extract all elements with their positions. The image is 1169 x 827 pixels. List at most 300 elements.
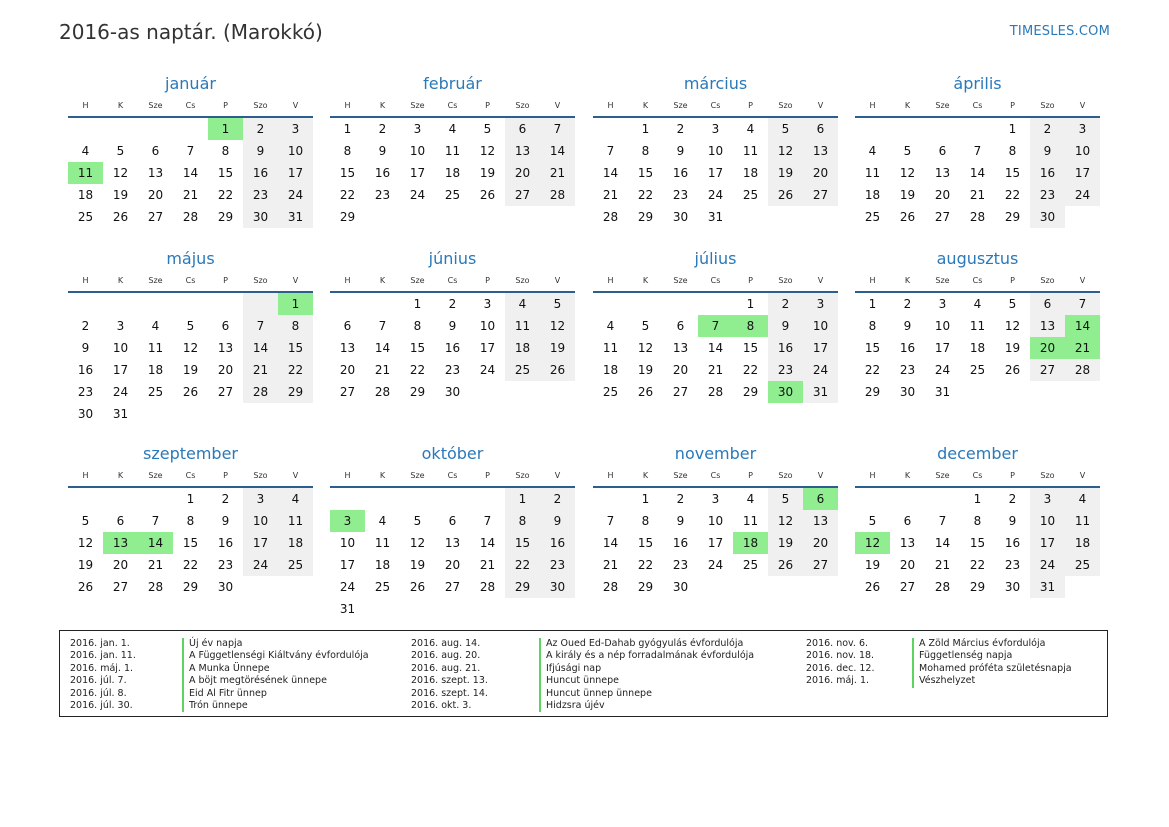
month-name: szeptember [142, 444, 238, 463]
weekday-label: Sze [148, 471, 163, 480]
calendar-day: 9 [903, 319, 912, 333]
calendar-day: 28 [479, 580, 496, 594]
calendar-day: 16 [444, 341, 461, 355]
calendar-day: 12 [409, 536, 426, 550]
calendar-day: 4 [81, 144, 90, 158]
calendar-day: 13 [217, 341, 234, 355]
calendar-day: 7 [606, 144, 615, 158]
calendar-day: 14 [602, 166, 619, 180]
calendar-day: 19 [77, 558, 94, 572]
calendar-day: 3 [938, 297, 947, 311]
calendar-day: 8 [641, 144, 650, 158]
calendar-day: 27 [812, 558, 829, 572]
legend-holiday-name: A király és a nép forradalmának évfordulója [539, 650, 754, 662]
weekday-label: Sze [410, 101, 425, 110]
calendar-day: 25 [602, 385, 619, 399]
weekday-label: Cs [972, 276, 983, 285]
calendar-day: 24 [1039, 558, 1056, 572]
calendar-day: 14 [374, 341, 391, 355]
legend-holiday-name: Hidzsra újév [539, 700, 754, 712]
calendar-day: 26 [864, 580, 881, 594]
calendar-day: 11 [1074, 514, 1091, 528]
calendar-day: 21 [147, 558, 164, 572]
calendar-day: 14 [252, 341, 269, 355]
weekday-label: V [817, 276, 824, 285]
calendar-day: 6 [676, 319, 685, 333]
calendar-day: 28 [602, 210, 619, 224]
weekday-label: Szo [515, 471, 530, 480]
legend-date: 2016. júl. 8. [70, 687, 127, 699]
calendar-day: 25 [1074, 558, 1091, 572]
weekday-label: Szo [778, 276, 793, 285]
calendar-day: 31 [1039, 580, 1056, 594]
calendar-day: 10 [812, 319, 829, 333]
calendar-day: 10 [707, 144, 724, 158]
legend-holiday-name: Huncut ünnepe [539, 675, 754, 687]
calendar-day: 4 [518, 297, 527, 311]
legend-date: 2016. máj. 1. [806, 675, 870, 687]
calendar-day: 13 [514, 144, 531, 158]
calendar-day: 6 [116, 514, 125, 528]
weekday-header [855, 276, 1100, 290]
weekday-label: P [1010, 101, 1015, 110]
calendar-day: 18 [287, 536, 304, 550]
legend-date: 2016. júl. 30. [70, 699, 133, 711]
calendar-day: 12 [479, 144, 496, 158]
calendar-day: 5 [1008, 297, 1017, 311]
weekday-label: H [607, 471, 614, 480]
day-grid [593, 488, 838, 620]
calendar-day: 17 [707, 536, 724, 550]
calendar-day: 18 [514, 341, 531, 355]
weekday-label: Sze [935, 276, 950, 285]
weekday-label: K [117, 276, 124, 285]
calendar-day: 3 [1043, 492, 1052, 506]
calendar-day: 7 [151, 514, 160, 528]
calendar-day: 21 [182, 188, 199, 202]
weekday-label: V [554, 101, 561, 110]
weekday-header [330, 471, 575, 485]
calendar-day: 22 [182, 558, 199, 572]
legend-holiday-name: Az Oued Ed-Dahab gyógyulás évfordulója [539, 638, 754, 650]
calendar-day: 2 [221, 492, 230, 506]
calendar-day: 8 [343, 144, 352, 158]
brand-link[interactable]: TIMESLES.COM [1009, 24, 1110, 39]
calendar-day: 29 [339, 210, 356, 224]
weekday-label: V [292, 471, 299, 480]
holiday-day: 8 [733, 315, 768, 337]
weekday-label: K [642, 471, 649, 480]
calendar-day: 24 [252, 558, 269, 572]
calendar-day: 7 [553, 122, 562, 136]
calendar-day: 26 [549, 363, 566, 377]
legend-holiday-name: Új év napja [182, 638, 369, 650]
calendar-day: 27 [444, 580, 461, 594]
weekday-label: Cs [185, 101, 196, 110]
calendar-day: 30 [1039, 210, 1056, 224]
calendar-day: 17 [934, 341, 951, 355]
day-grid [68, 293, 313, 425]
holiday-day: 18 [733, 532, 768, 554]
calendar-day: 25 [742, 188, 759, 202]
calendar-day: 22 [217, 188, 234, 202]
calendar-day: 9 [553, 514, 562, 528]
calendar-day: 11 [864, 166, 881, 180]
holiday-day: 14 [138, 532, 173, 554]
weekday-label: V [1079, 276, 1086, 285]
calendar-day: 17 [112, 363, 129, 377]
calendar-day: 2 [81, 319, 90, 333]
holiday-day: 21 [1065, 337, 1100, 359]
calendar-day: 4 [291, 492, 300, 506]
weekday-label: V [817, 101, 824, 110]
calendar-day: 16 [1039, 166, 1056, 180]
calendar-day: 26 [1004, 363, 1021, 377]
calendar-day: 19 [409, 558, 426, 572]
calendar-day: 12 [777, 514, 794, 528]
calendar-day: 1 [868, 297, 877, 311]
legend-holiday-name: Vészhelyzet [912, 675, 1072, 687]
legend-dates-column [70, 638, 136, 712]
calendar-day: 2 [781, 297, 790, 311]
calendar-day: 7 [973, 144, 982, 158]
calendar-day: 25 [969, 363, 986, 377]
calendar-day: 13 [812, 144, 829, 158]
weekday-label: V [554, 276, 561, 285]
calendar-day: 7 [186, 144, 195, 158]
calendar-day: 16 [77, 363, 94, 377]
weekday-label: K [642, 276, 649, 285]
weekday-label: K [904, 276, 911, 285]
calendar-day: 25 [287, 558, 304, 572]
calendar-day: 25 [444, 188, 461, 202]
calendar-day: 20 [444, 558, 461, 572]
calendar-day: 2 [1043, 122, 1052, 136]
legend-date: 2016. máj. 1. [70, 662, 134, 674]
weekday-label: P [1010, 276, 1015, 285]
day-grid [68, 118, 313, 250]
day-grid [330, 118, 575, 250]
calendar-day: 18 [864, 188, 881, 202]
weekday-label: K [379, 101, 386, 110]
weekday-label: K [117, 101, 124, 110]
calendar-day: 30 [77, 407, 94, 421]
calendar-day: 19 [777, 536, 794, 550]
calendar-day: 8 [641, 514, 650, 528]
calendar-day: 28 [549, 188, 566, 202]
calendar-day: 6 [221, 319, 230, 333]
calendar-day: 18 [374, 558, 391, 572]
calendar-day: 18 [147, 363, 164, 377]
calendar-day: 20 [812, 536, 829, 550]
holiday-day: 11 [68, 162, 103, 184]
calendar-day: 1 [413, 297, 422, 311]
calendar-day: 13 [899, 536, 916, 550]
calendar-day: 9 [1008, 514, 1017, 528]
weekday-label: K [642, 101, 649, 110]
calendar-day: 24 [934, 363, 951, 377]
calendar-day: 17 [1074, 166, 1091, 180]
calendar-day: 5 [781, 492, 790, 506]
weekday-label: P [223, 471, 228, 480]
holiday-day: 6 [803, 488, 838, 510]
calendar-day: 12 [77, 536, 94, 550]
calendar-day: 15 [287, 341, 304, 355]
calendar-day: 24 [707, 558, 724, 572]
calendar-day: 1 [343, 122, 352, 136]
weekday-label: Sze [673, 276, 688, 285]
weekday-label: Cs [185, 276, 196, 285]
calendar-day: 10 [1039, 514, 1056, 528]
calendar-day: 4 [606, 319, 615, 333]
calendar-day: 13 [934, 166, 951, 180]
calendar-day: 9 [256, 144, 265, 158]
legend-holiday-name: A böjt megtörésének ünnepe [182, 675, 369, 687]
weekday-label: Cs [710, 101, 721, 110]
weekday-label: P [748, 276, 753, 285]
calendar-day: 17 [707, 166, 724, 180]
calendar-day: 14 [479, 536, 496, 550]
weekday-label: Szo [515, 276, 530, 285]
calendar-day: 5 [553, 297, 562, 311]
weekday-header [593, 276, 838, 290]
calendar-day: 18 [742, 166, 759, 180]
calendar-day: 11 [742, 144, 759, 158]
calendar-day: 25 [742, 558, 759, 572]
calendar-day: 31 [934, 385, 951, 399]
calendar-day: 18 [77, 188, 94, 202]
calendar-day: 15 [864, 341, 881, 355]
calendar-day: 9 [676, 514, 685, 528]
calendar-day: 1 [641, 492, 650, 506]
weekday-label: Sze [148, 276, 163, 285]
calendar-day: 14 [182, 166, 199, 180]
calendar-day: 8 [291, 319, 300, 333]
calendar-day: 28 [602, 580, 619, 594]
calendar-day: 1 [518, 492, 527, 506]
calendar-day: 6 [903, 514, 912, 528]
calendar-day: 15 [514, 536, 531, 550]
day-grid [855, 118, 1100, 250]
calendar-day: 31 [339, 602, 356, 616]
month-name: december [937, 444, 1018, 463]
calendar-day: 23 [777, 363, 794, 377]
calendar-day: 26 [112, 210, 129, 224]
calendar-day: 4 [448, 122, 457, 136]
legend-dates-column [411, 638, 488, 712]
calendar-day: 16 [899, 341, 916, 355]
weekday-label: Cs [710, 471, 721, 480]
calendar-day: 5 [116, 144, 125, 158]
calendar-day: 29 [742, 385, 759, 399]
calendar-day: 31 [707, 210, 724, 224]
holiday-day: 20 [1030, 337, 1065, 359]
calendar-day: 26 [409, 580, 426, 594]
calendar-day: 8 [868, 319, 877, 333]
month-name: április [953, 74, 1002, 93]
legend-date: 2016. okt. 3. [411, 699, 472, 711]
calendar-day: 8 [973, 514, 982, 528]
calendar-day: 27 [147, 210, 164, 224]
calendar-day: 27 [812, 188, 829, 202]
weekday-label: Sze [935, 471, 950, 480]
legend-date: 2016. júl. 7. [70, 675, 127, 687]
calendar-day: 3 [413, 122, 422, 136]
weekday-label: P [485, 101, 490, 110]
calendar-day: 30 [899, 385, 916, 399]
calendar-day: 14 [549, 144, 566, 158]
calendar-day: 12 [1004, 319, 1021, 333]
calendar-day: 26 [77, 580, 94, 594]
calendar-day: 30 [549, 580, 566, 594]
calendar-day: 26 [777, 188, 794, 202]
calendar-day: 30 [444, 385, 461, 399]
calendar-day: 20 [672, 363, 689, 377]
calendar-day: 26 [479, 188, 496, 202]
weekday-label: H [344, 101, 351, 110]
calendar-day: 16 [672, 536, 689, 550]
weekday-label: H [82, 471, 89, 480]
calendar-day: 28 [182, 210, 199, 224]
weekday-label: H [869, 101, 876, 110]
calendar-day: 3 [116, 319, 125, 333]
weekday-label: Cs [972, 471, 983, 480]
calendar-day: 19 [777, 166, 794, 180]
calendar-day: 21 [602, 558, 619, 572]
calendar-day: 27 [112, 580, 129, 594]
weekday-label: P [485, 471, 490, 480]
calendar-day: 16 [217, 536, 234, 550]
calendar-day: 24 [339, 580, 356, 594]
calendar-day: 26 [637, 385, 654, 399]
legend-holiday-name: Trón ünnepe [182, 700, 369, 712]
calendar-day: 15 [217, 166, 234, 180]
calendar-day: 18 [602, 363, 619, 377]
calendar-day: 21 [479, 558, 496, 572]
legend-holiday-name: A Zöld Március évfordulója [912, 638, 1072, 650]
calendar-day: 10 [707, 514, 724, 528]
legend-date: 2016. nov. 6. [806, 638, 869, 649]
weekday-header [68, 101, 313, 115]
calendar-day: 2 [903, 297, 912, 311]
calendar-day: 2 [256, 122, 265, 136]
month-name: augusztus [936, 249, 1019, 268]
legend-holiday-name: Mohamed próféta születésnapja [912, 663, 1072, 675]
day-grid [593, 118, 838, 250]
weekday-label: V [1079, 101, 1086, 110]
month-name: május [166, 249, 215, 268]
calendar-day: 15 [742, 341, 759, 355]
calendar-day: 6 [518, 122, 527, 136]
calendar-day: 20 [812, 166, 829, 180]
calendar-day: 13 [147, 166, 164, 180]
holiday-legend [59, 630, 1108, 717]
weekday-label: H [82, 101, 89, 110]
calendar-day: 31 [812, 385, 829, 399]
calendar-day: 23 [252, 188, 269, 202]
month-name: november [674, 444, 757, 463]
calendar-day: 12 [182, 341, 199, 355]
calendar-day: 24 [707, 188, 724, 202]
calendar-day: 24 [287, 188, 304, 202]
weekday-label: Cs [447, 471, 458, 480]
calendar-day: 19 [864, 558, 881, 572]
calendar-day: 29 [287, 385, 304, 399]
calendar-day: 1 [973, 492, 982, 506]
calendar-day: 3 [711, 492, 720, 506]
calendar-day: 14 [602, 536, 619, 550]
weekday-header [593, 101, 838, 115]
calendar-day: 29 [409, 385, 426, 399]
calendar-day: 22 [742, 363, 759, 377]
calendar-day: 21 [934, 558, 951, 572]
calendar-day: 7 [256, 319, 265, 333]
weekday-label: V [554, 471, 561, 480]
legend-date: 2016. jan. 1. [70, 638, 130, 649]
weekday-label: P [1010, 471, 1015, 480]
weekday-header [330, 101, 575, 115]
calendar-day: 13 [1039, 319, 1056, 333]
holiday-day: 1 [208, 118, 243, 140]
weekday-label: Szo [1040, 101, 1055, 110]
calendar-day: 25 [864, 210, 881, 224]
calendar-day: 22 [1004, 188, 1021, 202]
calendar-day: 1 [1008, 122, 1017, 136]
calendar-day: 9 [781, 319, 790, 333]
calendar-day: 7 [378, 319, 387, 333]
calendar-day: 2 [676, 492, 685, 506]
legend-holiday-name: A Függetlenségi Kiáltvány évfordulója [182, 650, 369, 662]
day-grid [855, 488, 1100, 620]
weekday-label: Sze [673, 101, 688, 110]
weekday-header [68, 471, 313, 485]
weekday-label: V [1079, 471, 1086, 480]
calendar-day: 22 [409, 363, 426, 377]
calendar-day: 11 [444, 144, 461, 158]
weekday-label: P [223, 276, 228, 285]
calendar-day: 11 [602, 341, 619, 355]
calendar-day: 21 [969, 188, 986, 202]
calendar-day: 8 [413, 319, 422, 333]
calendar-day: 11 [514, 319, 531, 333]
calendar-day: 11 [147, 341, 164, 355]
calendar-day: 31 [287, 210, 304, 224]
calendar-day: 20 [112, 558, 129, 572]
calendar-day: 14 [934, 536, 951, 550]
holiday-day: 14 [1065, 315, 1100, 337]
calendar-day: 3 [291, 122, 300, 136]
calendar-day: 21 [602, 188, 619, 202]
weekday-header [68, 276, 313, 290]
calendar-day: 2 [1008, 492, 1017, 506]
day-grid [330, 293, 575, 425]
calendar-day: 30 [1004, 580, 1021, 594]
calendar-day: 23 [1004, 558, 1021, 572]
holiday-day: 13 [103, 532, 138, 554]
calendar-day: 15 [969, 536, 986, 550]
weekday-label: P [748, 471, 753, 480]
calendar-day: 6 [448, 514, 457, 528]
month-name: július [694, 249, 737, 268]
calendar-day: 13 [444, 536, 461, 550]
calendar-day: 13 [339, 341, 356, 355]
holiday-day: 7 [698, 315, 733, 337]
calendar-day: 23 [899, 363, 916, 377]
calendar-day: 26 [777, 558, 794, 572]
calendar-day: 6 [938, 144, 947, 158]
weekday-label: Cs [972, 101, 983, 110]
calendar-day: 19 [899, 188, 916, 202]
